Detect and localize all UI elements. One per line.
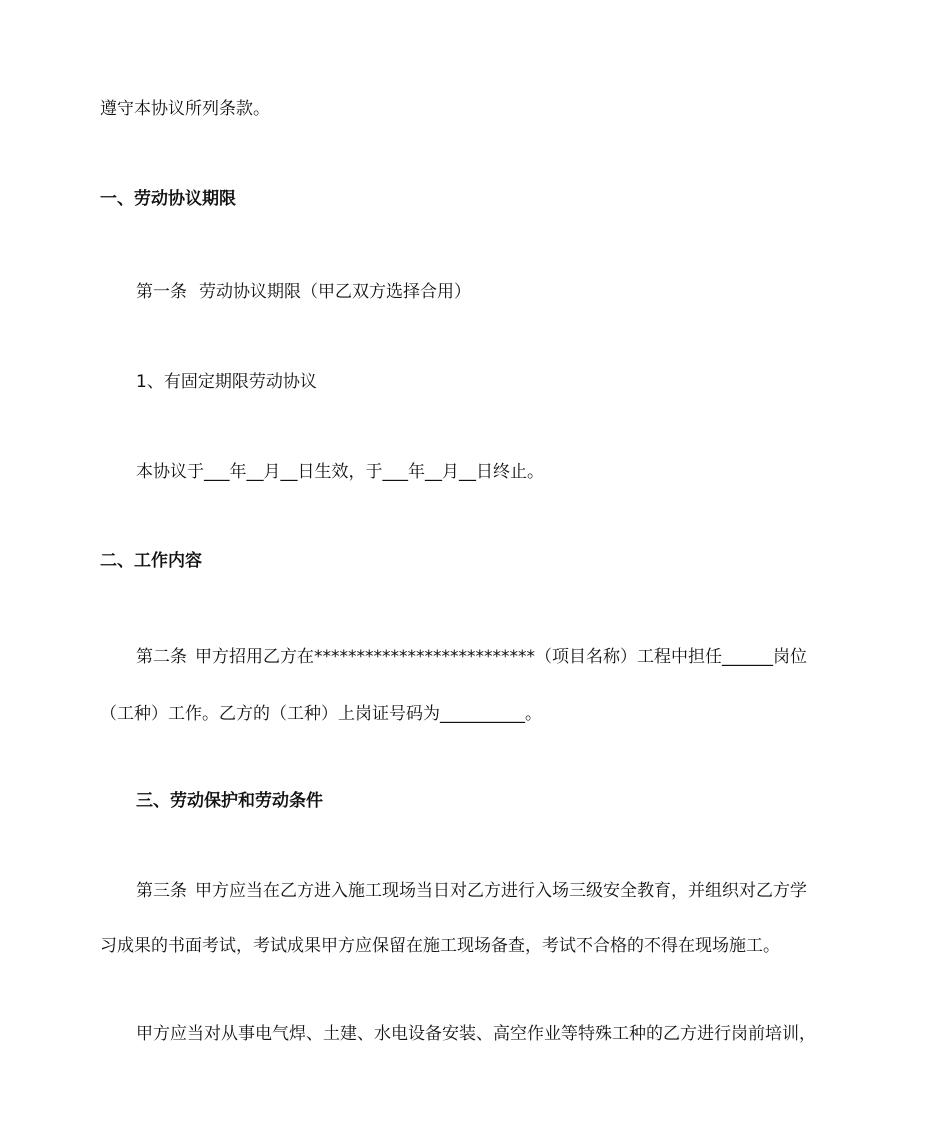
paragraph-text: 本协议于___年__月__日生效，于___年__月__日终止。 bbox=[136, 462, 544, 482]
training-paragraph-line-1 bbox=[136, 1022, 816, 1046]
heading-text: 一、劳动协议期限 bbox=[100, 189, 236, 209]
article-text: 劳动协议期限（甲乙双方选择合用） bbox=[199, 282, 471, 302]
term-dates-paragraph bbox=[136, 460, 544, 484]
article-text: 甲方招用乙方在**************************（项目名称）工程中担任______岗位 bbox=[195, 647, 807, 667]
section-heading-1 bbox=[100, 187, 236, 211]
paragraph-text: （工种）工作。乙方的（工种）上岗证号码为__________。 bbox=[100, 704, 542, 724]
article-label: 第一条 bbox=[136, 282, 187, 302]
item-text: 1、有固定期限劳动协议 bbox=[136, 372, 317, 392]
paragraph-text: 甲方应当对从事电气焊、土建、水电设备安装、高空作业等特殊工种的乙方进行岗前培训， bbox=[136, 1024, 816, 1044]
article-3-line-2 bbox=[100, 934, 780, 958]
article-2-line-1 bbox=[136, 645, 807, 669]
article-1-title bbox=[136, 280, 471, 304]
article-label: 第三条 bbox=[136, 881, 187, 901]
heading-text: 二、工作内容 bbox=[100, 551, 202, 571]
article-text: 甲方应当在乙方进入施工现场当日对乙方进行入场三级安全教育，并组织对乙方学 bbox=[195, 881, 807, 901]
item-fixed-term bbox=[136, 370, 317, 394]
paragraph-text: 习成果的书面考试，考试成果甲方应保留在施工现场备查，考试不合格的不得在现场施工。 bbox=[100, 936, 780, 956]
paragraph-intro-tail bbox=[100, 97, 270, 121]
section-heading-3 bbox=[136, 789, 323, 813]
article-label: 第二条 bbox=[136, 647, 187, 667]
heading-text: 三、劳动保护和劳动条件 bbox=[136, 791, 323, 811]
paragraph-text: 遵守本协议所列条款。 bbox=[100, 99, 270, 119]
article-3-line-1 bbox=[136, 879, 807, 903]
section-heading-2 bbox=[100, 549, 202, 573]
article-2-line-2 bbox=[100, 702, 542, 726]
